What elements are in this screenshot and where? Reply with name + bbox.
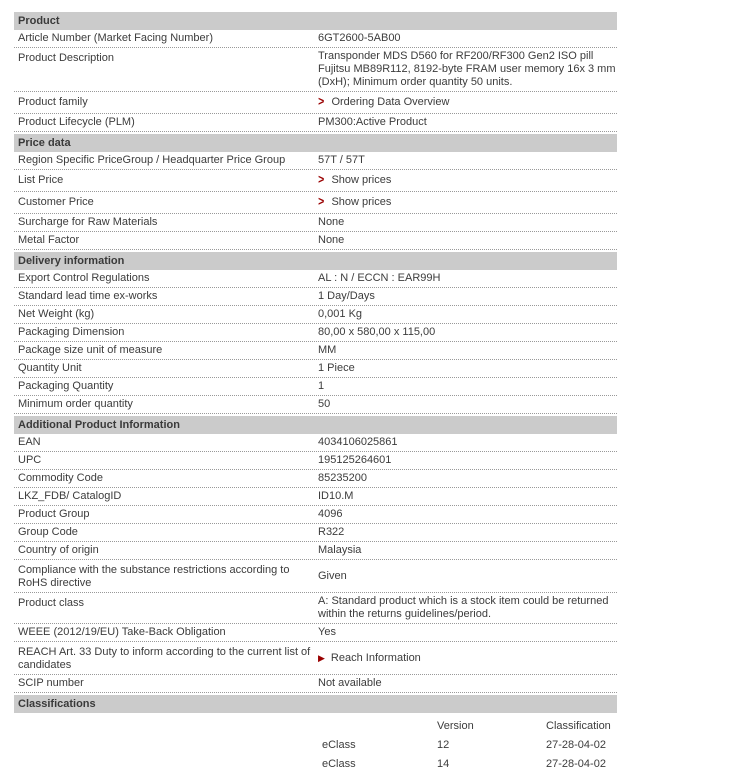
table-row (14, 452, 617, 470)
ordering-data-overview-link[interactable] (318, 96, 449, 109)
row-value: 1 Day/Days (318, 290, 375, 302)
table-row (14, 434, 617, 452)
table-row (14, 378, 617, 396)
row-label: Export Control Regulations (18, 272, 150, 284)
row-label: Group Code (18, 526, 78, 538)
classification-version: 12 (437, 739, 450, 751)
table-row (14, 152, 617, 170)
table-row (14, 114, 617, 132)
product-spec-table (14, 12, 617, 774)
classification-version: 14 (437, 758, 450, 770)
row-label: WEEE (2012/19/EU) Take-Back Obligation (18, 626, 226, 638)
classification-name: eClass (322, 739, 356, 751)
row-label: EAN (18, 436, 41, 448)
table-row (14, 92, 617, 114)
row-value: 195125264601 (318, 454, 392, 466)
section-additional-product-information (14, 416, 617, 693)
table-row (14, 214, 617, 232)
classifications-table (322, 717, 617, 774)
section-classifications (14, 695, 617, 774)
classification-code: 27-28-04-02 (546, 739, 606, 751)
classification-code: 27-28-04-02 (546, 758, 606, 770)
row-value: 1 (318, 380, 325, 392)
reach-information-link[interactable] (318, 652, 421, 665)
row-label: List Price (18, 174, 64, 186)
section-header-price-data: Price data (14, 134, 617, 152)
row-label: Product Lifecycle (PLM) (18, 116, 135, 128)
classification-row (322, 736, 617, 755)
row-label: Standard lead time ex-works (18, 290, 158, 302)
table-row (14, 270, 617, 288)
table-row (14, 560, 617, 593)
row-value: MM (318, 344, 337, 356)
show-prices-link[interactable] (318, 196, 391, 209)
table-row (14, 170, 617, 192)
row-value: 85235200 (318, 472, 367, 484)
row-label: Minimum order quantity (18, 398, 133, 410)
section-delivery-information (14, 252, 617, 414)
link-label: Show prices (331, 196, 392, 208)
row-value: Given (318, 569, 347, 582)
table-row (14, 30, 617, 48)
row-label: Country of origin (18, 544, 99, 556)
row-value: Yes (318, 626, 336, 638)
section-header-classifications: Classifications (14, 695, 617, 713)
row-label: Product Description (18, 52, 114, 64)
section-header-additional-product-information: Additional Product Information (14, 416, 617, 434)
row-label: UPC (18, 454, 42, 466)
table-row (14, 524, 617, 542)
row-label: Customer Price (18, 196, 94, 208)
classifications-header-row (322, 717, 617, 736)
table-row (14, 506, 617, 524)
table-row (14, 624, 617, 642)
row-label: Surcharge for Raw Materials (18, 216, 158, 228)
link-label: Reach Information (330, 651, 421, 664)
table-row (14, 324, 617, 342)
table-row (14, 306, 617, 324)
table-row (14, 396, 617, 414)
row-label: Compliance with the substance restrictions according to RoHS directive (18, 564, 290, 589)
row-label: Package size unit of measure (18, 344, 163, 356)
row-label: Region Specific PriceGroup / Headquarter Price Group (18, 154, 286, 166)
row-value: 80,00 x 580,00 x 115,00 (318, 326, 436, 338)
row-label: Quantity Unit (18, 362, 82, 374)
row-label: Packaging Dimension (18, 326, 125, 338)
link-label: Show prices (331, 174, 392, 186)
chevron-right-icon: > (318, 195, 325, 209)
show-prices-link[interactable] (318, 174, 391, 187)
version-column-header: Version (437, 720, 474, 732)
row-value: Transponder MDS D560 for RF200/RF300 Gen2 ISO pill Fujitsu MB89R112, 8192-byte FRAM user memory 16x 3 mm (DxH); Minimum order quantity 50 units. (318, 50, 616, 88)
row-value: 4096 (318, 508, 343, 520)
classification-column-header: Classification (546, 720, 611, 732)
section-header-delivery-information: Delivery information (14, 252, 617, 270)
row-label: LKZ_FDB/ CatalogID (18, 490, 122, 502)
table-row (14, 470, 617, 488)
table-row (14, 342, 617, 360)
row-value: None (318, 216, 345, 228)
table-row (14, 488, 617, 506)
row-label: Commodity Code (18, 472, 103, 484)
section-product (14, 12, 617, 132)
table-row (14, 360, 617, 378)
row-label: SCIP number (18, 677, 84, 689)
row-value: 0,001 Kg (318, 308, 363, 320)
table-row (14, 593, 617, 624)
classification-name-header (322, 720, 437, 733)
row-label: Product family (18, 96, 88, 108)
row-value: 57T / 57T (318, 154, 365, 166)
row-value: Malaysia (318, 544, 362, 556)
row-label: Product class (18, 597, 85, 609)
chevron-right-icon: > (318, 173, 325, 187)
row-value: Not available (318, 677, 382, 689)
classification-name: eClass (322, 758, 356, 770)
row-label: Metal Factor (18, 234, 80, 246)
section-price-data (14, 134, 617, 250)
row-value: R322 (318, 526, 345, 538)
triangle-right-icon: ▶ (318, 652, 325, 663)
row-label: Packaging Quantity (18, 380, 114, 392)
row-value: 4034106025861 (318, 436, 398, 448)
row-value: 6GT2600-5AB00 (318, 32, 401, 44)
row-label: Net Weight (kg) (18, 308, 95, 320)
link-label: Ordering Data Overview (331, 96, 450, 108)
row-value: 1 Piece (318, 362, 355, 374)
table-row (14, 642, 617, 675)
section-header-product: Product (14, 12, 617, 30)
chevron-right-icon: > (318, 95, 325, 109)
row-value: AL : N / ECCN : EAR99H (318, 272, 441, 284)
row-value: ID10.M (318, 490, 354, 502)
row-value: None (318, 234, 345, 246)
classification-row (322, 755, 617, 774)
row-value: PM300:Active Product (318, 116, 427, 128)
table-row (14, 48, 617, 92)
table-row (14, 232, 617, 250)
row-label: Product Group (18, 508, 90, 520)
row-label: Article Number (Market Facing Number) (18, 32, 213, 44)
table-row (14, 542, 617, 560)
table-row (14, 675, 617, 693)
row-value: 50 (318, 398, 331, 410)
row-value: A: Standard product which is a stock item could be returned within the returns guidelines/period. (318, 595, 609, 620)
table-row (14, 192, 617, 214)
table-row (14, 288, 617, 306)
row-label: REACH Art. 33 Duty to inform according to the current list of candidates (18, 646, 311, 671)
